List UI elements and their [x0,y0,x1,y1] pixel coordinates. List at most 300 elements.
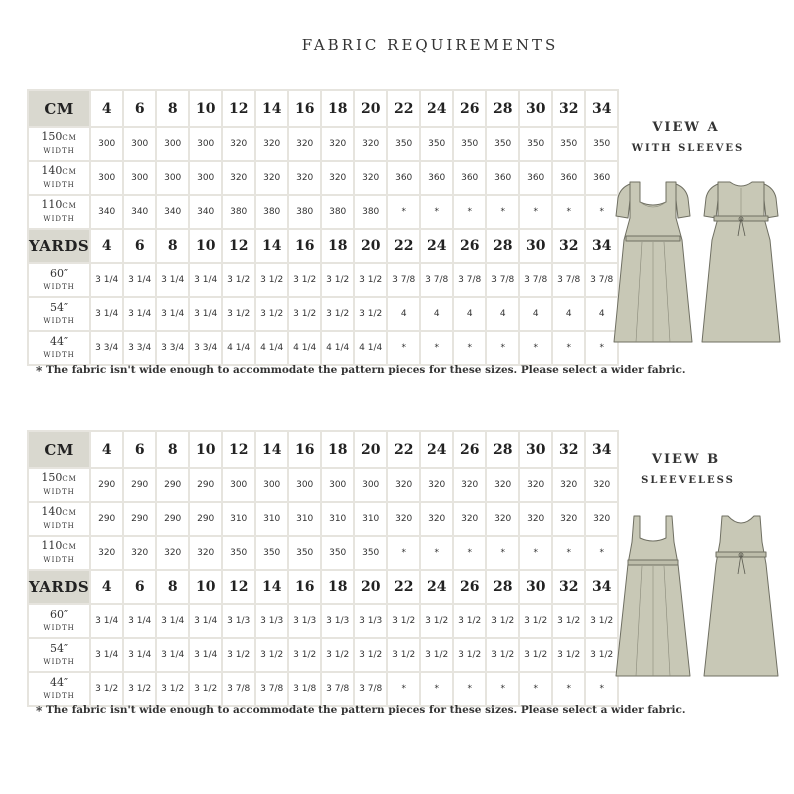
width-caption: WIDTH [43,215,75,223]
table-cell: 350 [289,537,320,569]
table-cell: 3 1/2 [223,264,254,296]
table-cell: 320 [124,537,155,569]
table-row [29,128,617,160]
table-cell: 300 [157,162,188,194]
table-cell: * [520,332,551,364]
table-cell: 3 3/4 [91,332,122,364]
table-cell: 320 [388,503,419,535]
table-cell: 3 1/4 [190,605,221,637]
table-row [29,469,617,501]
table-cell: 350 [223,537,254,569]
table-cell: 320 [91,537,122,569]
size-header-34: 34 [586,91,617,126]
table-cell: * [586,537,617,569]
table-cell: 290 [91,469,122,501]
fabric-width-value: 44″ [50,334,69,348]
fabric-width-value: 54″ [50,300,69,314]
table-cell: 3 1/3 [355,605,386,637]
table-cell: 360 [520,162,551,194]
size-header-6: 6 [124,230,155,262]
table-cell: * [454,673,485,705]
table-cell: * [454,196,485,228]
table-cell: 3 1/4 [91,639,122,671]
table-cell: 320 [421,503,452,535]
table-cell: 350 [586,128,617,160]
width-caption: WIDTH [43,147,75,155]
view-a-title: VIEW A [652,120,720,135]
table-cell: * [520,673,551,705]
table-cell: 360 [454,162,485,194]
table-cell: * [553,673,584,705]
size-header-20: 20 [355,230,386,262]
table-cell: * [421,332,452,364]
size-header-24: 24 [421,571,452,603]
table-cell: 4 1/4 [322,332,353,364]
width-caption: WIDTH [43,556,75,564]
table-row [29,298,617,330]
table-row [29,162,617,194]
table-cell: 320 [487,503,518,535]
width-caption: WIDTH [43,657,75,666]
table-cell: 340 [91,196,122,228]
size-header-6: 6 [124,571,155,603]
view-a-subtitle: WITH SLEEVES [631,143,745,154]
footnote-text: The fabric isn't wide enough to accommodate the pattern pieces for these sizes. Please select a wider fabric. [45,704,686,716]
table-cell: 320 [454,469,485,501]
size-header-4: 4 [91,91,122,126]
size-header-10: 10 [190,230,221,262]
table-cell: * [553,537,584,569]
size-header-30: 30 [520,230,551,262]
table-cell: 380 [223,196,254,228]
size-header-34: 34 [586,571,617,603]
size-header-8: 8 [157,230,188,262]
table-cell: 4 [520,298,551,330]
width-caption: WIDTH [43,488,75,496]
size-header-8: 8 [157,571,188,603]
table-cell: 360 [421,162,452,194]
fabric-width-value: 150 [41,471,63,484]
size-header-12: 12 [223,571,254,603]
size-header-14: 14 [256,230,287,262]
fabric-table-view-a [27,89,619,366]
width-caption: WIDTH [43,623,75,632]
table-cell: 3 1/2 [520,639,551,671]
width-caption: WIDTH [43,181,75,189]
view-b-subtitle: SLEEVELESS [641,475,735,486]
table-cell: * [487,673,518,705]
table-cell: 3 1/2 [256,298,287,330]
row-label [29,196,89,228]
table-cell: 380 [256,196,287,228]
width-caption: WIDTH [43,691,75,700]
table-cell: 380 [289,196,320,228]
row-label [29,673,89,705]
table-cell: 3 1/2 [355,264,386,296]
footnote-view-b [36,704,686,718]
size-header-26: 26 [454,432,485,467]
table-cell: 3 1/2 [553,605,584,637]
size-header-26: 26 [454,571,485,603]
table-cell: 320 [322,128,353,160]
size-header-28: 28 [487,432,518,467]
table-cell: 340 [190,196,221,228]
table-cell: 300 [289,469,320,501]
fabric-width-value: 140 [41,505,63,518]
row-label [29,469,89,501]
table-cell: 3 1/4 [124,639,155,671]
fabric-width-value: 54″ [50,641,69,655]
table-cell: 3 1/4 [124,264,155,296]
table-cell: 290 [124,503,155,535]
size-header-12: 12 [223,432,254,467]
table-cell: 290 [124,469,155,501]
table-cell: 3 7/8 [520,264,551,296]
table-row [29,605,617,637]
size-header-12: 12 [223,91,254,126]
dress-front-with-sleeves-illustration [612,178,694,348]
table-cell: 320 [520,503,551,535]
table-cell: 3 1/4 [190,264,221,296]
table-cell: 320 [190,537,221,569]
row-label [29,639,89,671]
fabric-width-value: 60″ [50,266,69,280]
table-cell: 3 7/8 [487,264,518,296]
table-cell: 320 [223,128,254,160]
fabric-width-unit: CM [62,543,77,551]
size-header-32: 32 [553,91,584,126]
fabric-width-value: 110 [41,198,63,211]
table-cell: 4 1/4 [289,332,320,364]
table-cell: 3 1/2 [586,639,617,671]
size-header-14: 14 [256,432,287,467]
size-header-34: 34 [586,230,617,262]
row-label [29,298,89,330]
table-cell: 3 3/4 [190,332,221,364]
row-label [29,128,89,160]
table-cell: 3 1/3 [322,605,353,637]
table-cell: 350 [388,128,419,160]
table-cell: 320 [553,469,584,501]
row-label [29,537,89,569]
width-caption: WIDTH [43,522,75,530]
size-header-14: 14 [256,571,287,603]
size-header-16: 16 [289,432,320,467]
table-cell: 3 1/2 [388,639,419,671]
table-row [29,196,617,228]
table-cell: 3 1/4 [157,605,188,637]
table-cell: 350 [487,128,518,160]
table-cell: * [586,673,617,705]
size-header-28: 28 [487,571,518,603]
table-cell: 3 1/2 [355,298,386,330]
table-cell: 3 1/4 [157,639,188,671]
size-header-6: 6 [124,91,155,126]
table-cell: 3 1/4 [124,605,155,637]
table-cell: * [388,196,419,228]
table-cell: 4 [586,298,617,330]
size-header-22: 22 [388,230,419,262]
fabric-width-value: 44″ [50,675,69,689]
table-cell: 3 1/4 [91,264,122,296]
table-cell: 290 [157,503,188,535]
table-cell: 340 [157,196,188,228]
table-cell: 3 1/2 [289,264,320,296]
table-cell: 3 1/2 [124,673,155,705]
table-cell: 300 [91,162,122,194]
size-header-18: 18 [322,571,353,603]
table-cell: 350 [520,128,551,160]
table-cell: 290 [157,469,188,501]
row-label [29,332,89,364]
width-caption: WIDTH [43,316,75,325]
table-cell: 3 1/2 [355,639,386,671]
size-header-26: 26 [454,91,485,126]
cm-unit-label: CM [29,91,89,126]
size-header-row-cm [29,432,617,467]
table-cell: 3 1/2 [454,605,485,637]
size-header-28: 28 [487,230,518,262]
size-header-24: 24 [421,230,452,262]
table-cell: 3 1/2 [157,673,188,705]
fabric-width-value: 60″ [50,607,69,621]
fabric-width-unit: CM [62,202,77,210]
table-cell: 4 [421,298,452,330]
table-cell: 300 [91,128,122,160]
table-cell: 320 [289,162,320,194]
size-header-20: 20 [355,432,386,467]
size-header-4: 4 [91,230,122,262]
table-cell: 300 [124,162,155,194]
size-header-16: 16 [289,230,320,262]
table-cell: * [454,332,485,364]
size-header-30: 30 [520,91,551,126]
table-cell: 300 [223,469,254,501]
size-header-32: 32 [553,571,584,603]
table-cell: 4 [553,298,584,330]
table-cell: 3 7/8 [355,673,386,705]
table-cell: 3 1/2 [322,639,353,671]
size-header-20: 20 [355,571,386,603]
size-header-18: 18 [322,432,353,467]
table-cell: 3 1/2 [289,298,320,330]
table-cell: 3 7/8 [586,264,617,296]
table-cell: 320 [223,162,254,194]
table-cell: 3 1/3 [289,605,320,637]
table-row [29,503,617,535]
table-cell: 3 1/2 [421,639,452,671]
table-cell: 3 1/2 [586,605,617,637]
table-cell: 310 [355,503,386,535]
size-header-18: 18 [322,91,353,126]
table-cell: 3 1/2 [421,605,452,637]
table-cell: 3 1/4 [124,298,155,330]
table-cell: 290 [91,503,122,535]
table-cell: 3 1/2 [223,298,254,330]
table-cell: 3 1/3 [223,605,254,637]
row-label [29,503,89,535]
table-cell: 3 7/8 [454,264,485,296]
table-cell: 350 [355,537,386,569]
size-header-20: 20 [355,91,386,126]
table-cell: 3 7/8 [322,673,353,705]
size-header-30: 30 [520,571,551,603]
table-cell: * [421,673,452,705]
size-header-22: 22 [388,91,419,126]
row-label [29,162,89,194]
size-header-10: 10 [190,571,221,603]
table-cell: 360 [487,162,518,194]
table-row [29,639,617,671]
size-header-8: 8 [157,91,188,126]
table-cell: 3 1/4 [157,264,188,296]
table-cell: * [586,196,617,228]
size-header-22: 22 [388,571,419,603]
table-cell: 320 [487,469,518,501]
table-cell: 3 1/8 [289,673,320,705]
table-cell: 3 7/8 [388,264,419,296]
table-cell: 3 1/4 [91,605,122,637]
table-cell: 350 [322,537,353,569]
table-cell: 3 1/4 [190,639,221,671]
table-cell: 340 [124,196,155,228]
table-cell: 3 1/2 [256,264,287,296]
size-header-4: 4 [91,571,122,603]
table-cell: 300 [355,469,386,501]
table-cell: 3 3/4 [157,332,188,364]
table-cell: 3 1/2 [322,298,353,330]
footnote-text: The fabric isn't wide enough to accommodate the pattern pieces for these sizes. Please select a wider fabric. [45,364,686,376]
table-cell: 4 1/4 [355,332,386,364]
size-header-18: 18 [322,230,353,262]
size-header-row-yards [29,571,617,603]
table-cell: 4 1/4 [223,332,254,364]
table-cell: 360 [553,162,584,194]
table-cell: * [421,537,452,569]
table-cell: 300 [322,469,353,501]
size-header-12: 12 [223,230,254,262]
table-cell: * [520,537,551,569]
width-caption: WIDTH [43,282,75,291]
size-header-32: 32 [553,432,584,467]
table-cell: 320 [586,503,617,535]
dress-back-sleeveless-illustration [700,512,782,682]
size-header-16: 16 [289,571,320,603]
size-header-16: 16 [289,91,320,126]
table-cell: * [487,537,518,569]
size-header-6: 6 [124,432,155,467]
fabric-width-unit: CM [62,475,77,483]
table-cell: 360 [388,162,419,194]
table-cell: 3 1/2 [388,605,419,637]
size-header-30: 30 [520,432,551,467]
table-cell: 350 [256,537,287,569]
table-cell: 3 1/2 [487,605,518,637]
view-b-title: VIEW B [651,452,721,467]
table-row [29,332,617,364]
table-cell: 310 [223,503,254,535]
table-cell: 3 1/3 [256,605,287,637]
size-header-32: 32 [553,230,584,262]
table-cell: * [388,332,419,364]
table-cell: 290 [190,503,221,535]
footnote-view-a [36,364,686,378]
fabric-width-unit: CM [62,168,77,176]
table-cell: 320 [256,162,287,194]
table-cell: * [388,673,419,705]
table-cell: 320 [553,503,584,535]
table-cell: 380 [322,196,353,228]
table-cell: 350 [553,128,584,160]
fabric-width-value: 150 [41,130,63,143]
table-cell: * [586,332,617,364]
table-cell: 320 [454,503,485,535]
table-row [29,673,617,705]
table-cell: 350 [421,128,452,160]
table-cell: * [454,537,485,569]
size-header-14: 14 [256,91,287,126]
table-cell: 320 [421,469,452,501]
table-cell: * [520,196,551,228]
table-cell: 380 [355,196,386,228]
table-cell: 300 [190,162,221,194]
table-cell: 290 [190,469,221,501]
table-cell: 4 [388,298,419,330]
size-header-4: 4 [91,432,122,467]
table-cell: 3 7/8 [223,673,254,705]
table-cell: 4 1/4 [256,332,287,364]
table-cell: 3 1/4 [157,298,188,330]
table-cell: 300 [124,128,155,160]
table-cell: 310 [256,503,287,535]
table-cell: * [388,537,419,569]
row-label [29,264,89,296]
footnote-asterisk: * [36,364,43,378]
cm-unit-label: CM [29,432,89,467]
size-header-34: 34 [586,432,617,467]
table-cell: 3 1/2 [322,264,353,296]
table-row [29,264,617,296]
table-cell: 300 [256,469,287,501]
yards-unit-label: YARDS [29,230,89,262]
table-cell: * [421,196,452,228]
table-cell: 320 [256,128,287,160]
table-cell: 320 [388,469,419,501]
size-header-24: 24 [421,91,452,126]
size-header-row-cm [29,91,617,126]
table-cell: 3 1/2 [520,605,551,637]
table-cell: * [487,196,518,228]
table-cell: 320 [355,128,386,160]
table-cell: 350 [454,128,485,160]
table-cell: 300 [157,128,188,160]
table-cell: 310 [322,503,353,535]
table-cell: 320 [586,469,617,501]
table-cell: 3 1/2 [190,673,221,705]
table-cell: 4 [487,298,518,330]
table-cell: 3 1/2 [487,639,518,671]
fabric-width-value: 140 [41,164,63,177]
page-title: FABRIC REQUIREMENTS [301,36,559,54]
table-cell: 3 1/4 [91,298,122,330]
table-cell: 3 3/4 [124,332,155,364]
table-cell: 320 [520,469,551,501]
fabric-width-value: 110 [41,539,63,552]
size-header-8: 8 [157,432,188,467]
table-row [29,537,617,569]
table-cell: 3 7/8 [421,264,452,296]
table-cell: 3 7/8 [256,673,287,705]
